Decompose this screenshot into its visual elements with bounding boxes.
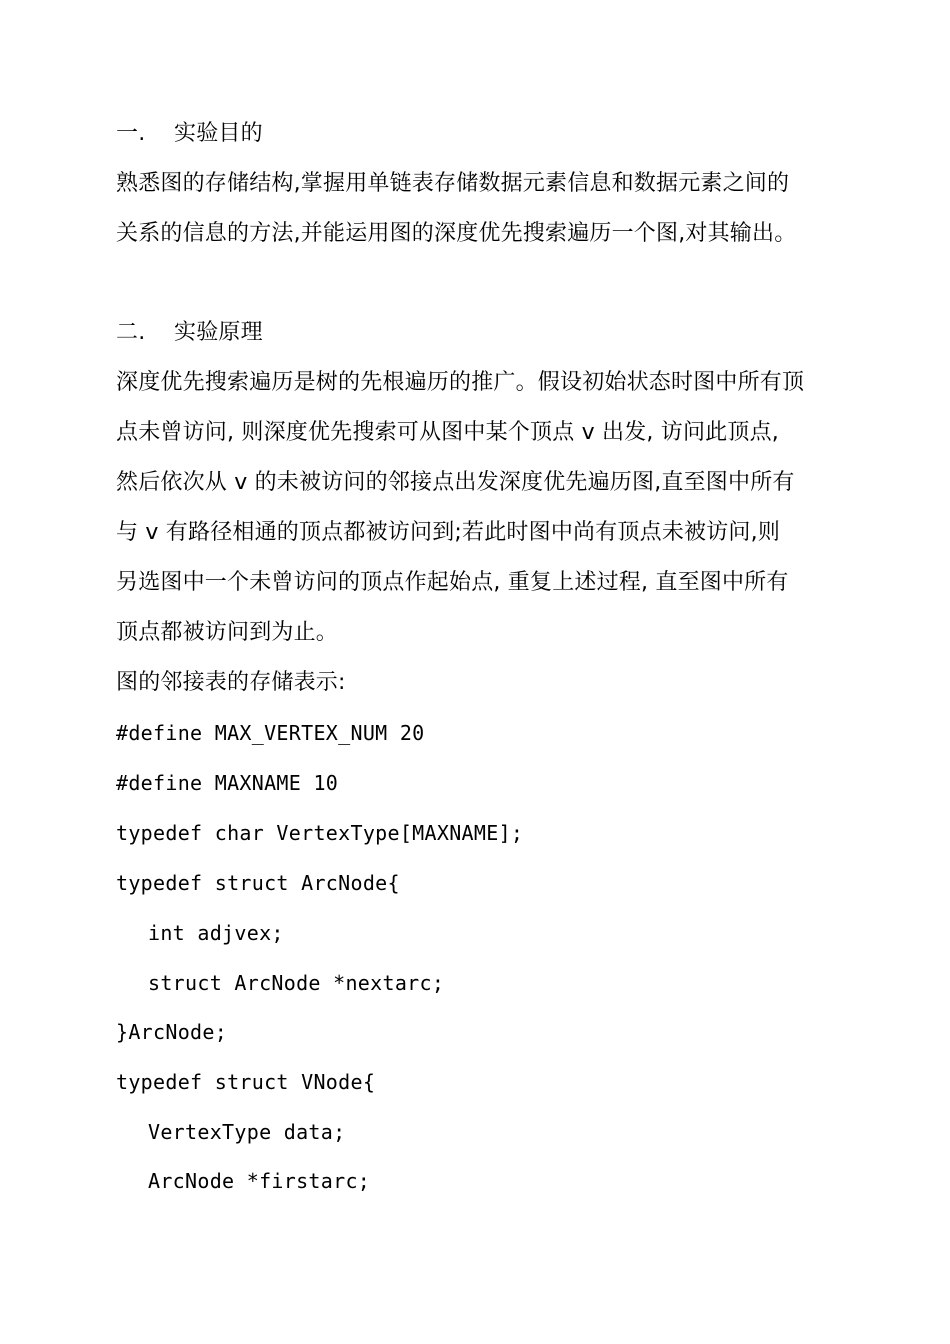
section-2-body-line: 顶点都被访问到为止。 (116, 620, 339, 645)
section-2-heading (116, 316, 263, 350)
code-line: #define MAX_VERTEX_NUM 20 (116, 721, 425, 745)
code-line: typedef struct VNode{ (116, 1070, 376, 1094)
code-line: int adjvex; (148, 921, 284, 945)
code-line: typedef char VertexType[MAXNAME]; (116, 821, 524, 845)
code-line: #define MAXNAME 10 (116, 771, 339, 795)
code-line: }ArcNode; (116, 1020, 228, 1044)
section-1-number: 一. (116, 121, 146, 146)
section-2-body-line: 点未曾访问, 则深度优先搜索可从图中某个顶点 v 出发, 访问此顶点, (116, 420, 779, 445)
section-2-number: 二. (116, 320, 146, 345)
section-2-body-line: 然后依次从 v 的未被访问的邻接点出发深度优先遍历图,直至图中所有 (116, 470, 795, 495)
section-1-body-line: 关系的信息的方法,并能运用图的深度优先搜索遍历一个图,对其输出。 (116, 221, 797, 246)
code-line: VertexType data; (148, 1120, 346, 1144)
section-1-body-line: 熟悉图的存储结构,掌握用单链表存储数据元素信息和数据元素之间的 (116, 171, 790, 196)
section-2-body-line: 另选图中一个未曾访问的顶点作起始点, 重复上述过程, 直至图中所有 (116, 570, 789, 595)
code-line: typedef struct ArcNode{ (116, 871, 400, 895)
section-2-body-line: 深度优先搜索遍历是树的先根遍历的推广。假设初始状态时图中所有顶 (116, 370, 805, 395)
section-2-title: 实验原理 (174, 320, 263, 345)
section-2-body-line: 与 v 有路径相通的顶点都被访问到;若此时图中尚有顶点未被访问,则 (116, 520, 781, 545)
code-line: ArcNode *firstarc; (148, 1169, 371, 1193)
code-line: struct ArcNode *nextarc; (148, 971, 445, 995)
section-2-body-line: 图的邻接表的存储表示: (116, 670, 346, 695)
section-1-heading (116, 117, 263, 151)
section-1-title: 实验目的 (174, 121, 263, 146)
